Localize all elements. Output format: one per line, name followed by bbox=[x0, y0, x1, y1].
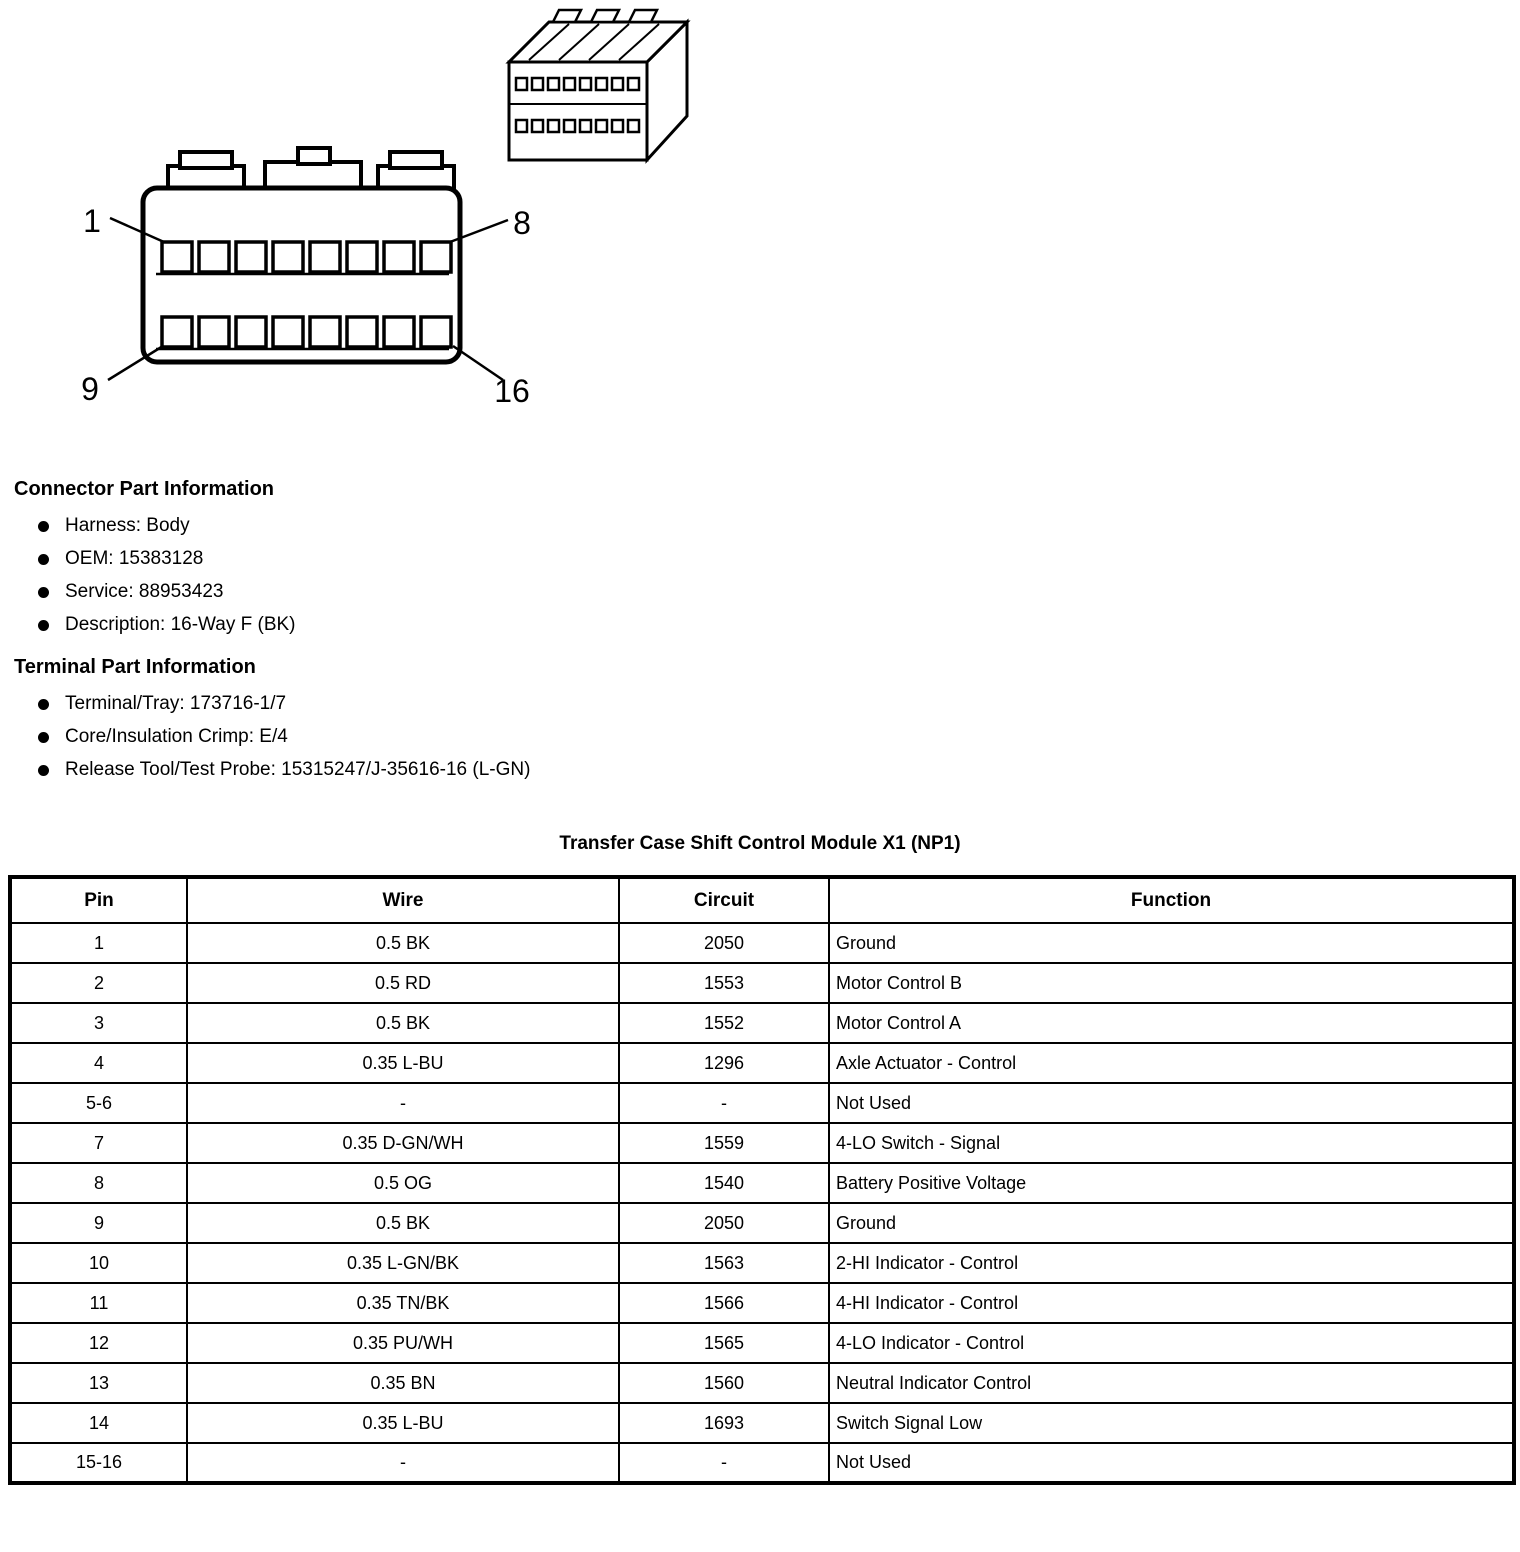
circuit-cell: 1540 bbox=[619, 1163, 829, 1203]
table-row bbox=[10, 923, 1514, 963]
table-row bbox=[10, 1003, 1514, 1043]
terminal-hole bbox=[564, 78, 575, 90]
function-cell: Axle Actuator - Control bbox=[829, 1043, 1514, 1083]
pin-cavity bbox=[236, 317, 266, 347]
terminal-hole bbox=[628, 78, 639, 90]
function-cell: Motor Control B bbox=[829, 963, 1514, 1003]
wire-column-header: Wire bbox=[187, 877, 619, 923]
pin-cavity bbox=[347, 242, 377, 272]
circuit-cell: 2050 bbox=[619, 1203, 829, 1243]
circuit-cell: - bbox=[619, 1443, 829, 1483]
function-cell: Neutral Indicator Control bbox=[829, 1363, 1514, 1403]
bullet-text: Description: 16-Way F (BK) bbox=[65, 614, 296, 635]
bullet-item bbox=[38, 693, 1520, 715]
pin-cavity bbox=[162, 242, 192, 272]
pin-cavity bbox=[162, 317, 192, 347]
bullet-item bbox=[38, 726, 1520, 748]
bullet-icon bbox=[38, 699, 49, 710]
bullet-icon bbox=[38, 554, 49, 565]
terminal-hole bbox=[612, 78, 623, 90]
bullet-text: Harness: Body bbox=[65, 515, 190, 536]
function-cell: 4-LO Indicator - Control bbox=[829, 1323, 1514, 1363]
function-cell: 2-HI Indicator - Control bbox=[829, 1243, 1514, 1283]
table-row bbox=[10, 1083, 1514, 1123]
pin-cavity bbox=[310, 317, 340, 347]
terminal-hole bbox=[596, 78, 607, 90]
pin-cell: 8 bbox=[10, 1163, 187, 1203]
pin-cell: 3 bbox=[10, 1003, 187, 1043]
pin-cell: 14 bbox=[10, 1403, 187, 1443]
bullet-icon bbox=[38, 587, 49, 598]
circuit-cell: 1560 bbox=[619, 1363, 829, 1403]
pin-cavity bbox=[273, 317, 303, 347]
function-cell: Battery Positive Voltage bbox=[829, 1163, 1514, 1203]
function-cell: Ground bbox=[829, 923, 1514, 963]
pin-cell: 4 bbox=[10, 1043, 187, 1083]
pin-cell: 15-16 bbox=[10, 1443, 187, 1483]
circuit-cell: 1565 bbox=[619, 1323, 829, 1363]
wire-cell: - bbox=[187, 1443, 619, 1483]
function-column-header: Function bbox=[829, 877, 1514, 923]
function-cell: 4-LO Switch - Signal bbox=[829, 1123, 1514, 1163]
circuit-cell: 1559 bbox=[619, 1123, 829, 1163]
connector-diagram-area bbox=[0, 0, 1520, 458]
bullet-text: Core/Insulation Crimp: E/4 bbox=[65, 726, 288, 747]
wire-cell: 0.5 OG bbox=[187, 1163, 619, 1203]
wire-cell: 0.35 PU/WH bbox=[187, 1323, 619, 1363]
wire-cell: - bbox=[187, 1083, 619, 1123]
table-row bbox=[10, 1323, 1514, 1363]
circuit-cell: 1553 bbox=[619, 963, 829, 1003]
connector-part-info-heading: Connector Part Information bbox=[14, 478, 275, 500]
table-row bbox=[10, 1363, 1514, 1403]
wire-cell: 0.35 D-GN/WH bbox=[187, 1123, 619, 1163]
bullet-icon bbox=[38, 620, 49, 631]
terminal-hole bbox=[596, 120, 607, 132]
function-cell: Motor Control A bbox=[829, 1003, 1514, 1043]
bullet-item bbox=[38, 548, 1520, 570]
connector-top-tabs bbox=[168, 148, 454, 192]
pin-cell: 2 bbox=[10, 963, 187, 1003]
pin-label-16: 16 bbox=[494, 373, 530, 409]
table-row bbox=[10, 1283, 1514, 1323]
function-cell: Switch Signal Low bbox=[829, 1403, 1514, 1443]
pin-label-9: 9 bbox=[81, 371, 99, 407]
circuit-cell: 2050 bbox=[619, 923, 829, 963]
pin-cell: 1 bbox=[10, 923, 187, 963]
function-cell: Ground bbox=[829, 1203, 1514, 1243]
pin-cavity bbox=[236, 242, 266, 272]
function-cell: Not Used bbox=[829, 1083, 1514, 1123]
terminal-hole bbox=[612, 120, 623, 132]
function-cell: 4-HI Indicator - Control bbox=[829, 1283, 1514, 1323]
terminal-hole bbox=[548, 120, 559, 132]
wire-cell: 0.35 L-BU bbox=[187, 1403, 619, 1443]
bullet-item bbox=[38, 515, 1520, 537]
circuit-cell: 1296 bbox=[619, 1043, 829, 1083]
wire-cell: 0.5 BK bbox=[187, 1203, 619, 1243]
terminal-hole bbox=[548, 78, 559, 90]
terminal-hole bbox=[516, 78, 527, 90]
terminal-hole bbox=[564, 120, 575, 132]
pin-cavity bbox=[384, 317, 414, 347]
terminal-hole bbox=[516, 120, 527, 132]
circuit-column-header: Circuit bbox=[619, 877, 829, 923]
pin-cavity bbox=[310, 242, 340, 272]
connector-part-info-list bbox=[38, 515, 1520, 636]
circuit-cell: 1552 bbox=[619, 1003, 829, 1043]
circuit-cell: 1693 bbox=[619, 1403, 829, 1443]
bullet-text: OEM: 15383128 bbox=[65, 548, 204, 569]
pinout-table bbox=[8, 875, 1516, 1485]
bullet-text: Release Tool/Test Probe: 15315247/J-35616-16 (L-GN) bbox=[65, 759, 531, 780]
bullet-icon bbox=[38, 765, 49, 776]
bullet-item bbox=[38, 614, 1520, 636]
circuit-cell: 1563 bbox=[619, 1243, 829, 1283]
pin-label-1: 1 bbox=[83, 203, 101, 239]
pin-cavity bbox=[199, 242, 229, 272]
circuit-cell: 1566 bbox=[619, 1283, 829, 1323]
bullet-item bbox=[38, 581, 1520, 603]
wire-cell: 0.35 L-BU bbox=[187, 1043, 619, 1083]
table-row bbox=[10, 1403, 1514, 1443]
pin-cell: 13 bbox=[10, 1363, 187, 1403]
terminal-hole bbox=[532, 120, 543, 132]
bullet-text: Service: 88953423 bbox=[65, 581, 224, 602]
circuit-cell: - bbox=[619, 1083, 829, 1123]
wire-cell: 0.5 BK bbox=[187, 1003, 619, 1043]
table-row bbox=[10, 1043, 1514, 1083]
terminal-hole bbox=[580, 78, 591, 90]
terminal-hole bbox=[628, 120, 639, 132]
pin-cavity bbox=[199, 317, 229, 347]
wire-cell: 0.35 L-GN/BK bbox=[187, 1243, 619, 1283]
terminal-part-info-heading: Terminal Part Information bbox=[14, 656, 256, 678]
table-row bbox=[10, 963, 1514, 1003]
wire-cell: 0.35 TN/BK bbox=[187, 1283, 619, 1323]
table-row bbox=[10, 1443, 1514, 1483]
terminal-part-info-list bbox=[38, 693, 1520, 781]
pin-cell: 9 bbox=[10, 1203, 187, 1243]
wire-cell: 0.35 BN bbox=[187, 1363, 619, 1403]
pin-cell: 12 bbox=[10, 1323, 187, 1363]
pin-cavity bbox=[421, 242, 451, 272]
wire-cell: 0.5 RD bbox=[187, 963, 619, 1003]
pin-cavity bbox=[347, 317, 377, 347]
table-row bbox=[10, 1123, 1514, 1163]
pin-cavity bbox=[421, 317, 451, 347]
bullet-icon bbox=[38, 521, 49, 532]
table-row bbox=[10, 1243, 1514, 1283]
connector-front-view bbox=[60, 140, 560, 420]
bullet-text: Terminal/Tray: 173716-1/7 bbox=[65, 693, 287, 714]
pin-column-header: Pin bbox=[10, 877, 187, 923]
table-row bbox=[10, 1203, 1514, 1243]
bullet-item bbox=[38, 759, 1520, 781]
pin-cell: 7 bbox=[10, 1123, 187, 1163]
pin-cell: 5-6 bbox=[10, 1083, 187, 1123]
table-header-row bbox=[10, 877, 1514, 923]
pin-cavity bbox=[384, 242, 414, 272]
terminal-hole bbox=[580, 120, 591, 132]
function-cell: Not Used bbox=[829, 1443, 1514, 1483]
pin-cell: 10 bbox=[10, 1243, 187, 1283]
pin-label-8: 8 bbox=[513, 205, 531, 241]
terminal-hole bbox=[532, 78, 543, 90]
pin-cell: 11 bbox=[10, 1283, 187, 1323]
pinout-table-title: Transfer Case Shift Control Module X1 (NP1) bbox=[559, 833, 961, 854]
wire-cell: 0.5 BK bbox=[187, 923, 619, 963]
connector-3d-top-ribs bbox=[553, 10, 657, 22]
pin-cavity bbox=[273, 242, 303, 272]
bullet-icon bbox=[38, 732, 49, 743]
table-row bbox=[10, 1163, 1514, 1203]
